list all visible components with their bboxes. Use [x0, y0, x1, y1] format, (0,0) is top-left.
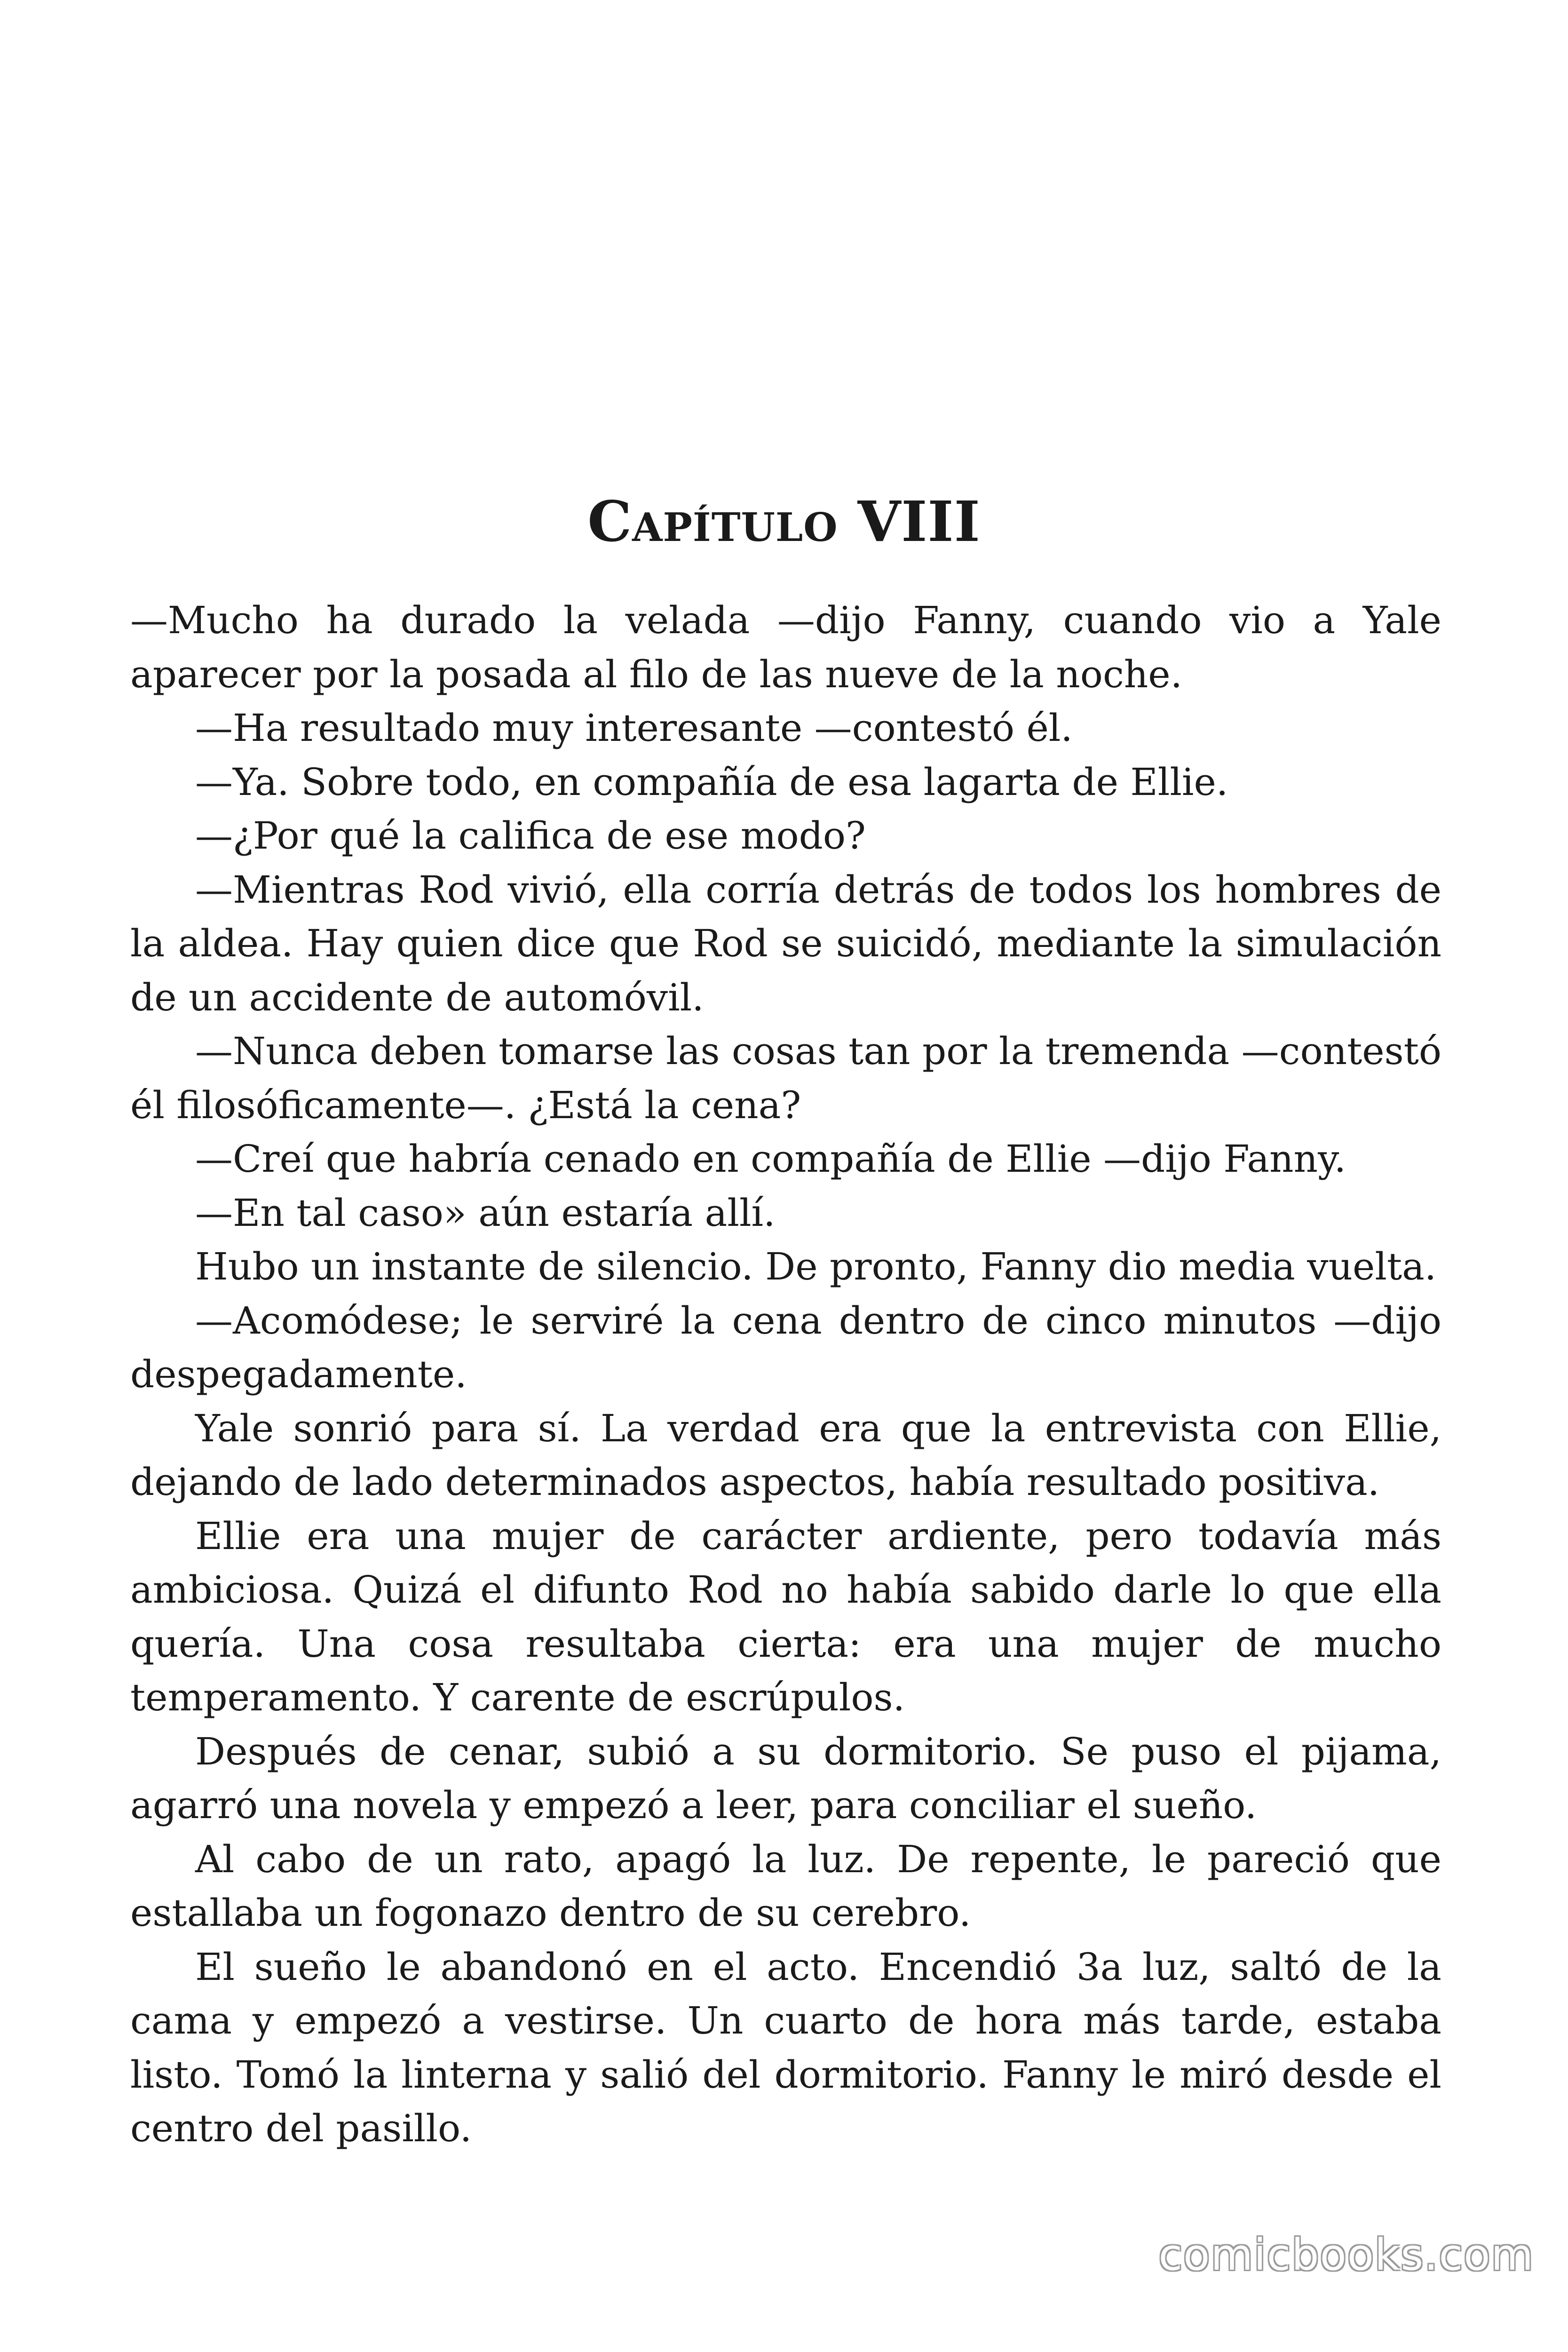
- watermark: comicbooks.com: [1158, 2230, 1534, 2280]
- paragraph: —¿Por qué la califica de ese modo?: [195, 814, 866, 858]
- paragraph: Hubo un instante de silencio. De pronto, Fanny dio media vuelta.: [195, 1245, 1437, 1288]
- paragraph: El sueño le abandonó en el acto. Encendió 3a luz, saltó de la cama y empezó a vestirse. Un cuarto de hora más tarde, estaba listo. Tomó la linterna y salió del dormitorio. Fanny le miró desde el centro del pasillo.: [130, 1945, 1441, 2150]
- paragraph: —Ya. Sobre todo, en compañía de esa lagarta de Ellie.: [195, 760, 1228, 804]
- paragraph: —Acomódese; le serviré la cena dentro de cinco minutos —dijo despegadamente.: [130, 1298, 1441, 1396]
- paragraph: Ellie era una mujer de carácter ardiente, pero todavía más ambiciosa. Quizá el difunto Rod no había sabido darle lo que ella quería. Una cosa resultaba cierta: era una mujer de mucho temperamento. Y carente de escrúpulos.: [130, 1514, 1441, 1719]
- paragraph: —Mucho ha durado la velada —dijo Fanny, cuando vio a Yale aparecer por la posada al filo de las nueve de la noche.: [130, 598, 1441, 696]
- chapter-body: [130, 594, 1441, 2156]
- paragraph: Yale sonrió para sí. La verdad era que la entrevista con Ellie, dejando de lado determinados aspectos, había resultado positiva.: [130, 1406, 1441, 1504]
- paragraph: —En tal caso» aún estaría allí.: [195, 1191, 776, 1235]
- paragraph: Al cabo de un rato, apagó la luz. De repente, le pareció que estallaba un fogonazo dentro de su cerebro.: [130, 1837, 1441, 1935]
- paragraph: —Creí que habría cenado en compañía de Ellie —dijo Fanny.: [195, 1137, 1346, 1181]
- paragraph: —Nunca deben tomarse las cosas tan por la tremenda —contestó él filosóficamente—. ¿Está la cena?: [130, 1029, 1441, 1127]
- paragraph: —Mientras Rod vivió, ella corría detrás de todos los hombres de la aldea. Hay quien dice que Rod se suicidó, mediante la simulación de un accidente de automóvil.: [130, 867, 1441, 1019]
- chapter-title: Capítulo VIII: [587, 489, 981, 555]
- paragraph: —Ha resultado muy interesante —contestó él.: [195, 706, 1073, 750]
- paragraph: Después de cenar, subió a su dormitorio. Se puso el pijama, agarró una novela y empezó a leer, para conciliar el sueño.: [130, 1729, 1441, 1827]
